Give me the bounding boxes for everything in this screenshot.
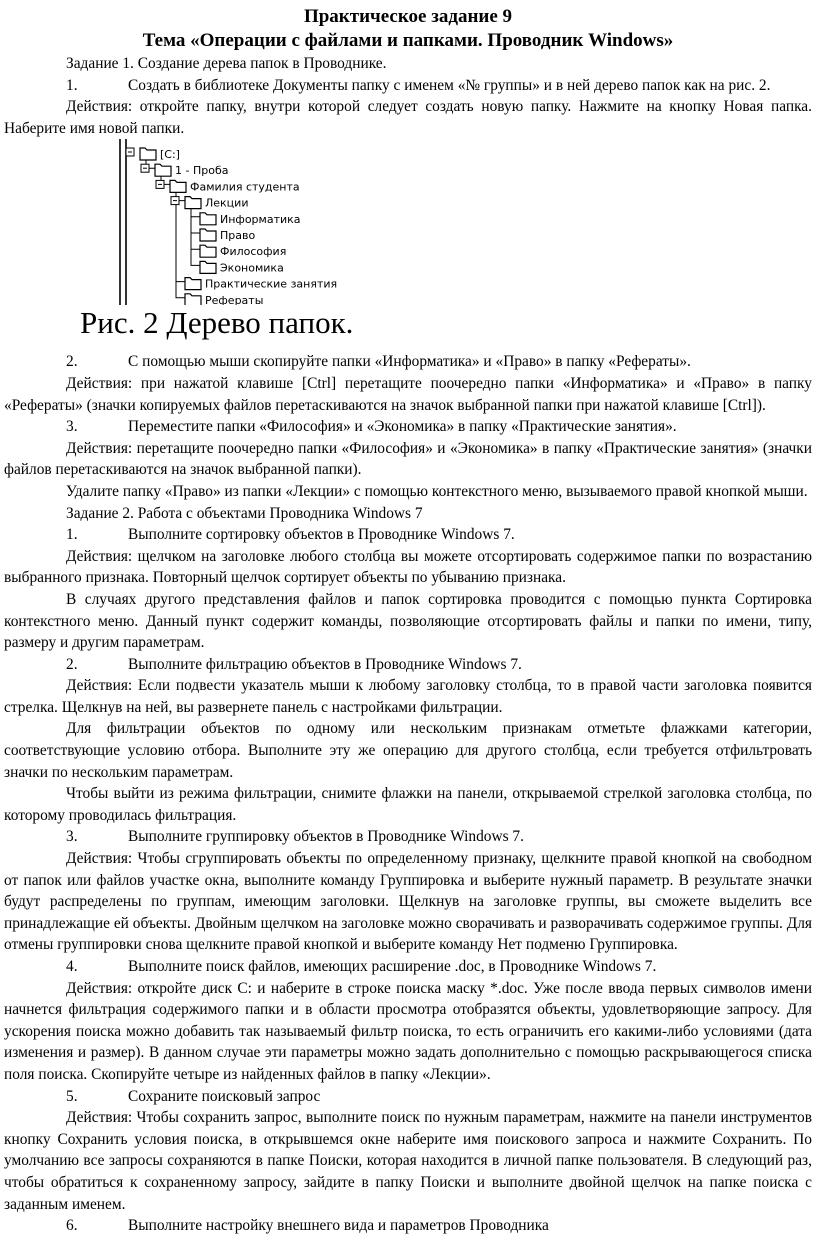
folder-icon: [185, 278, 201, 290]
page-title: Практическое задание 9: [303, 6, 513, 27]
task2-item1-action: Действия: щелчком на заголовке любого столбца вы можете отсортировать содержимое папки по возрастанию выбранного признака. Повторный щелчок сортирует объекты по убыванию признака.: [4, 547, 812, 587]
task1-item3: [4, 416, 812, 438]
tree-node: [185, 294, 263, 305]
task2-item5: [4, 1086, 812, 1108]
item-number: 2.: [66, 655, 78, 673]
item-text: Выполните поиск файлов, имеющих расширение .doc, в Проводнике Windows 7.: [128, 958, 657, 975]
tree-node: [200, 262, 284, 275]
task1-item1: [4, 75, 812, 97]
task2-item1-note: В случаях другого представления файлов и папок сортировка проводится с помощью пункта Сортировка контекстного меню. Данный пункт содержит команды, позволяющие отсортировать файлы и папки по имени, типу, размеру и другим параметрам.: [4, 590, 812, 652]
item-number: 4.: [66, 958, 78, 975]
folder-icon: [200, 229, 216, 241]
tree-node: [200, 213, 301, 226]
item-text: Выполните фильтрацию объектов в Проводнике Windows 7.: [128, 655, 522, 673]
task2-item1: [4, 524, 812, 546]
task1-item2: [4, 351, 812, 373]
item-text: Переместите папки «Философия» и «Экономика» в папку «Практические занятия».: [128, 418, 677, 436]
task2-item5-action: Действия: Чтобы сохранить запрос, выполните поиск по нужным параметрам, нажмите на панели инструментов кнопку Сохранить условия поиска, в открывшемся окне наберите имя поискового запроса и нажмите Сохранить. По умолчанию все запросы сохраняются в папке Поиски, которая находится в личной папке пользователя. В следующий раз, чтобы обратиться к сохраненному запросу, зайдите в папку Поиски и выполните двойной щелчок на папке поиска с заданным именем.: [4, 1109, 812, 1213]
tree-node-label: Право: [220, 229, 256, 243]
folder-icon: [155, 165, 171, 177]
tree-node: [156, 181, 300, 194]
folder-tree-figure: [0, 139, 816, 351]
tree-node: [171, 197, 248, 210]
task2-item3: [4, 826, 812, 848]
task2-item2-note2: Чтобы выйти из режима фильтрации, снимите флажки на панели, открываемой стрелкой заголовка столбца, по которому проводилась фильтрация.: [4, 785, 812, 824]
item-text: С помощью мыши скопируйте папки «Информатика» и «Право» в папку «Рефераты».: [128, 353, 691, 371]
item-text: Выполните настройку внешнего вида и параметров Проводника: [128, 1217, 549, 1235]
item-number: 1.: [66, 76, 78, 94]
tree-node-label: Лекции: [205, 196, 249, 210]
item-text: Выполните сортировку объектов в Проводнике Windows 7.: [128, 526, 515, 544]
item-number: 3.: [66, 828, 78, 846]
task1-item1-action: Действия: откройте папку, внутри которой следует создать новую папку. Нажмите на кнопку Новая папка. Наберите имя новой папки.: [4, 98, 812, 137]
item-number: 6.: [66, 1217, 78, 1235]
task2-item2-note1: Для фильтрации объектов по одному или нескольким признакам отметьте флажками категории, соответствующие условию отбора. Выполните эту же операцию для другого столбца, если требуется отфильтровать значки по нескольким параметрам.: [4, 720, 812, 781]
task2-item2-action: Действия: Если подвести указатель мыши к любому заголовку столбца, то в правой части заголовка появится стрелка. Щелкнув на ней, вы развернете панель с настройками фильтрации.: [4, 677, 812, 716]
task1-title: Задание 1. Создание дерева папок в Проводнике.: [66, 55, 387, 72]
task2-item2: [4, 654, 812, 676]
tree-node-label: [C:]: [160, 148, 180, 162]
folder-icon: [200, 213, 216, 225]
folder-icon: [200, 246, 216, 258]
tree-node-label: 1 - Проба: [175, 164, 229, 178]
tree-node: [185, 278, 337, 291]
item-text: Выполните группировку объектов в Проводнике Windows 7.: [128, 828, 524, 846]
folder-tree-image: [100, 139, 440, 305]
task2-item4: [4, 956, 812, 978]
task2-item6: [4, 1215, 812, 1237]
item-text: Создать в библиотеке Документы папку с именем «№ группы» и в ней дерево папок как на рис. 2.: [128, 76, 771, 94]
task1-item3-action: Действия: перетащите поочередно папки «Философия» и «Экономика» в папку «Практические занятия» (значки файлов перетаскиваются на значок выбранной папки).: [4, 439, 812, 479]
tree-node: [126, 148, 180, 161]
folder-icon: [185, 294, 201, 305]
task2-item3-action: Действия: Чтобы сгруппировать объекты по определенному признаку, щелкните правой кнопкой на свободном от папок или файлов участке окна, выполните команду Группировка и выберите нужный параметр. В результате значки будут распределены по группам, имеющим заголовки. Щелкнув на заголовке группы, вы сможете выделить все принадлежащие ей объекты. Двойным щелчком на заголовке можно сворачивать и разворачивать содержимое группы. Для отмены группировки снова щелкните правой кнопкой и выберите команду Нет подменю Группировка.: [4, 850, 812, 954]
folder-icon: [200, 262, 216, 274]
drive-icon: [140, 148, 156, 160]
tree-node-label: Информатика: [220, 213, 301, 227]
tree-node-label: Философия: [220, 245, 287, 259]
task1-item2-action: Действия: при нажатой клавише [Ctrl] перетащите поочередно папки «Информатика» и «Право» в папку «Рефераты» (значки копируемых файлов перетаскиваются на значок выбранной папки при нажатой клавише [Ctrl]).: [4, 374, 812, 414]
item-text: Сохраните поисковый запрос: [128, 1087, 321, 1105]
task1-delete-text: Удалите папку «Право» из папки «Лекции» с помощью контекстного меню, вызываемого правой кнопкой мыши.: [66, 482, 808, 500]
tree-node-label: Практические занятия: [205, 277, 338, 291]
item-number: 1.: [66, 526, 78, 544]
item-number: 5.: [66, 1087, 78, 1105]
tree-node: [141, 165, 228, 178]
item-number: 2.: [66, 353, 78, 371]
folder-icon: [170, 181, 186, 193]
page-subtitle: Тема «Операции с файлами и папками. Проводник Windows»: [142, 30, 674, 51]
task2-title: Задание 2. Работа с объектами Проводника Windows 7: [66, 504, 423, 522]
item-number: 3.: [66, 418, 78, 436]
folder-icon: [185, 197, 201, 209]
tree-node-label: Фамилия студента: [190, 180, 300, 194]
task2-item4-action: Действия: откройте диск С: и наберите в строке поиска маску *.doc. Уже после ввода первых символов имени начнется фильтрация содержимого папки и в области просмотра отобразятся объекты, удовлетворяющие запросу. Для ускорения поиска можно добавить так называемый фильтр поиска, то есть ограничить его какими-либо условиями (дата изменения и размер). В данном случае эти параметры можно задать дополнительно с помощью раскрывающегося списка поля поиска. Скопируйте четыре из найденных файлов в папку «Лекции».: [4, 979, 812, 1083]
figure-caption: Рис. 2 Дерево папок.: [80, 305, 354, 341]
tree-node: [200, 246, 286, 259]
tree-node-label: Экономика: [220, 261, 284, 275]
tree-node-label: Рефераты: [205, 294, 264, 306]
tree-node: [200, 229, 255, 242]
